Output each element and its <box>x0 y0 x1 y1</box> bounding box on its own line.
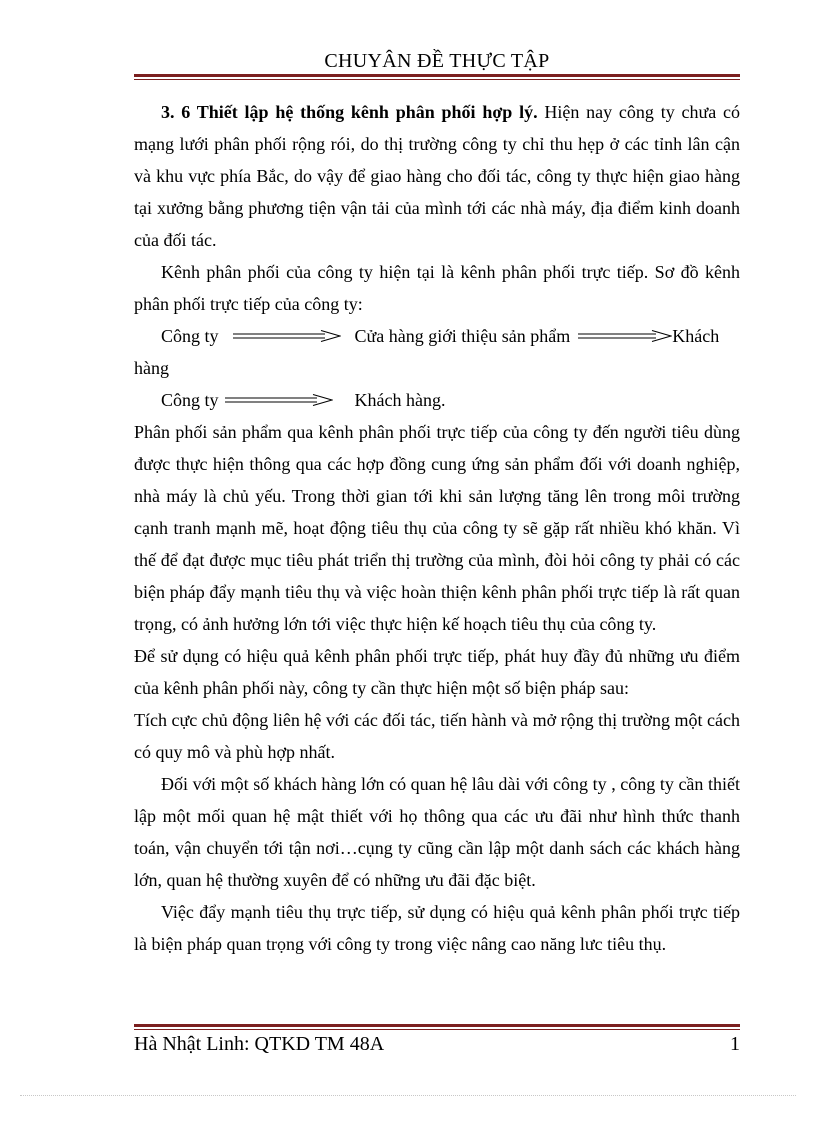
paragraph-2: Kênh phân phối của công ty hiện tại là kênh phân phối trực tiếp. Sơ đồ kênh phân phối trực tiếp của công ty: <box>134 262 740 314</box>
header-title: CHUYÂN ĐỀ THỰC TẬP <box>324 50 550 72</box>
footer-rule-thin <box>134 1029 740 1030</box>
flow-1-target-wrap: hàng <box>134 358 169 378</box>
paragraph-6: Đối với một số khách hàng lớn có quan hệ lâu dài với công ty , công ty cần thiết lập một mối quan hệ mật thiết với họ thông qua các ưu đãi như hình thức thanh toán, vận chuyển tới tận nơi…cụng ty cũng cần lập một danh sách các khách hàng lớn, quan hệ thường xuyên để có những ưu đãi đặc biệt. <box>134 774 740 890</box>
double-arrow-icon <box>578 330 672 342</box>
section-heading: 3. 6 Thiết lập hệ thống kênh phân phối hợp lý. <box>161 102 538 122</box>
header-rule-thin <box>134 79 740 80</box>
header-rule-thick <box>134 74 740 77</box>
paragraph-7: Việc đẩy mạnh tiêu thụ trực tiếp, sử dụng có hiệu quả kênh phân phối trực tiếp là biện pháp quan trọng với công ty trong việc nâng cao năng lưc tiêu thụ. <box>134 902 740 954</box>
document-body <box>134 96 740 960</box>
paragraph-1-text: Hiện nay công ty chưa có mạng lưới phân phối rộng rói, do thị trường công ty chỉ thu hẹp ở các tỉnh lân cận và khu vực phía Bắc, do vậy để giao hàng cho đối tác, công ty thực hiện giao hàng tại xưởng bằng phương tiện vận tải của mình tới các nhà máy, địa điểm kinh doanh của đối tác. <box>134 102 740 250</box>
flow-2-target: Khách hàng. <box>354 390 446 410</box>
page-bottom-border <box>20 1095 796 1096</box>
page-number: 1 <box>730 1033 740 1055</box>
paragraph-5: Tích cực chủ động liên hệ với các đối tác, tiến hành và mở rộng thị trường một cách có quy mô và phù hợp nhất. <box>134 710 740 762</box>
distribution-flow-1 <box>134 320 740 352</box>
paragraph-1 <box>134 96 740 256</box>
footer-rule-thick <box>134 1024 740 1027</box>
flow-1-target: Khách <box>672 326 720 346</box>
flow-2-source: Công ty <box>161 390 219 410</box>
paragraph-4: Để sử dụng có hiệu quả kênh phân phối trực tiếp, phát huy đầy đủ những ưu điểm của kênh phân phối này, công ty cần thực hiện một số biện pháp sau: <box>134 646 740 698</box>
paragraph-3: Phân phối sản phẩm qua kênh phân phối trực tiếp của công ty đến người tiêu dùng được thực hiện thông qua các hợp đồng cung ứng sản phẩm đối với doanh nghiệp, nhà máy là chủ yếu. Trong thời gian tới khi sản lượng tăng lên trong môi trường cạnh tranh mạnh mẽ, hoạt động tiêu thụ của công ty sẽ gặp rất nhiều khó khăn. Vì thế để đạt được mục tiêu phát triển thị trường của mình, đòi hỏi công ty phải có các biện pháp đẩy mạnh tiêu thụ và việc hoàn thiện kênh phân phối trực tiếp là rất quan trọng, có ảnh hưởng lớn tới việc thực hiện kế hoạch tiêu thụ của công ty. <box>134 422 740 634</box>
distribution-flow-2 <box>134 384 740 416</box>
flow-1-source: Công ty <box>161 326 219 346</box>
double-arrow-icon <box>225 394 333 406</box>
flow-1-middle: Cửa hàng giới thiệu sản phẩm <box>354 326 571 346</box>
double-arrow-icon <box>233 330 341 342</box>
footer-author: Hà Nhật Linh: QTKD TM 48A <box>134 1033 385 1055</box>
footer-line <box>134 1033 740 1056</box>
